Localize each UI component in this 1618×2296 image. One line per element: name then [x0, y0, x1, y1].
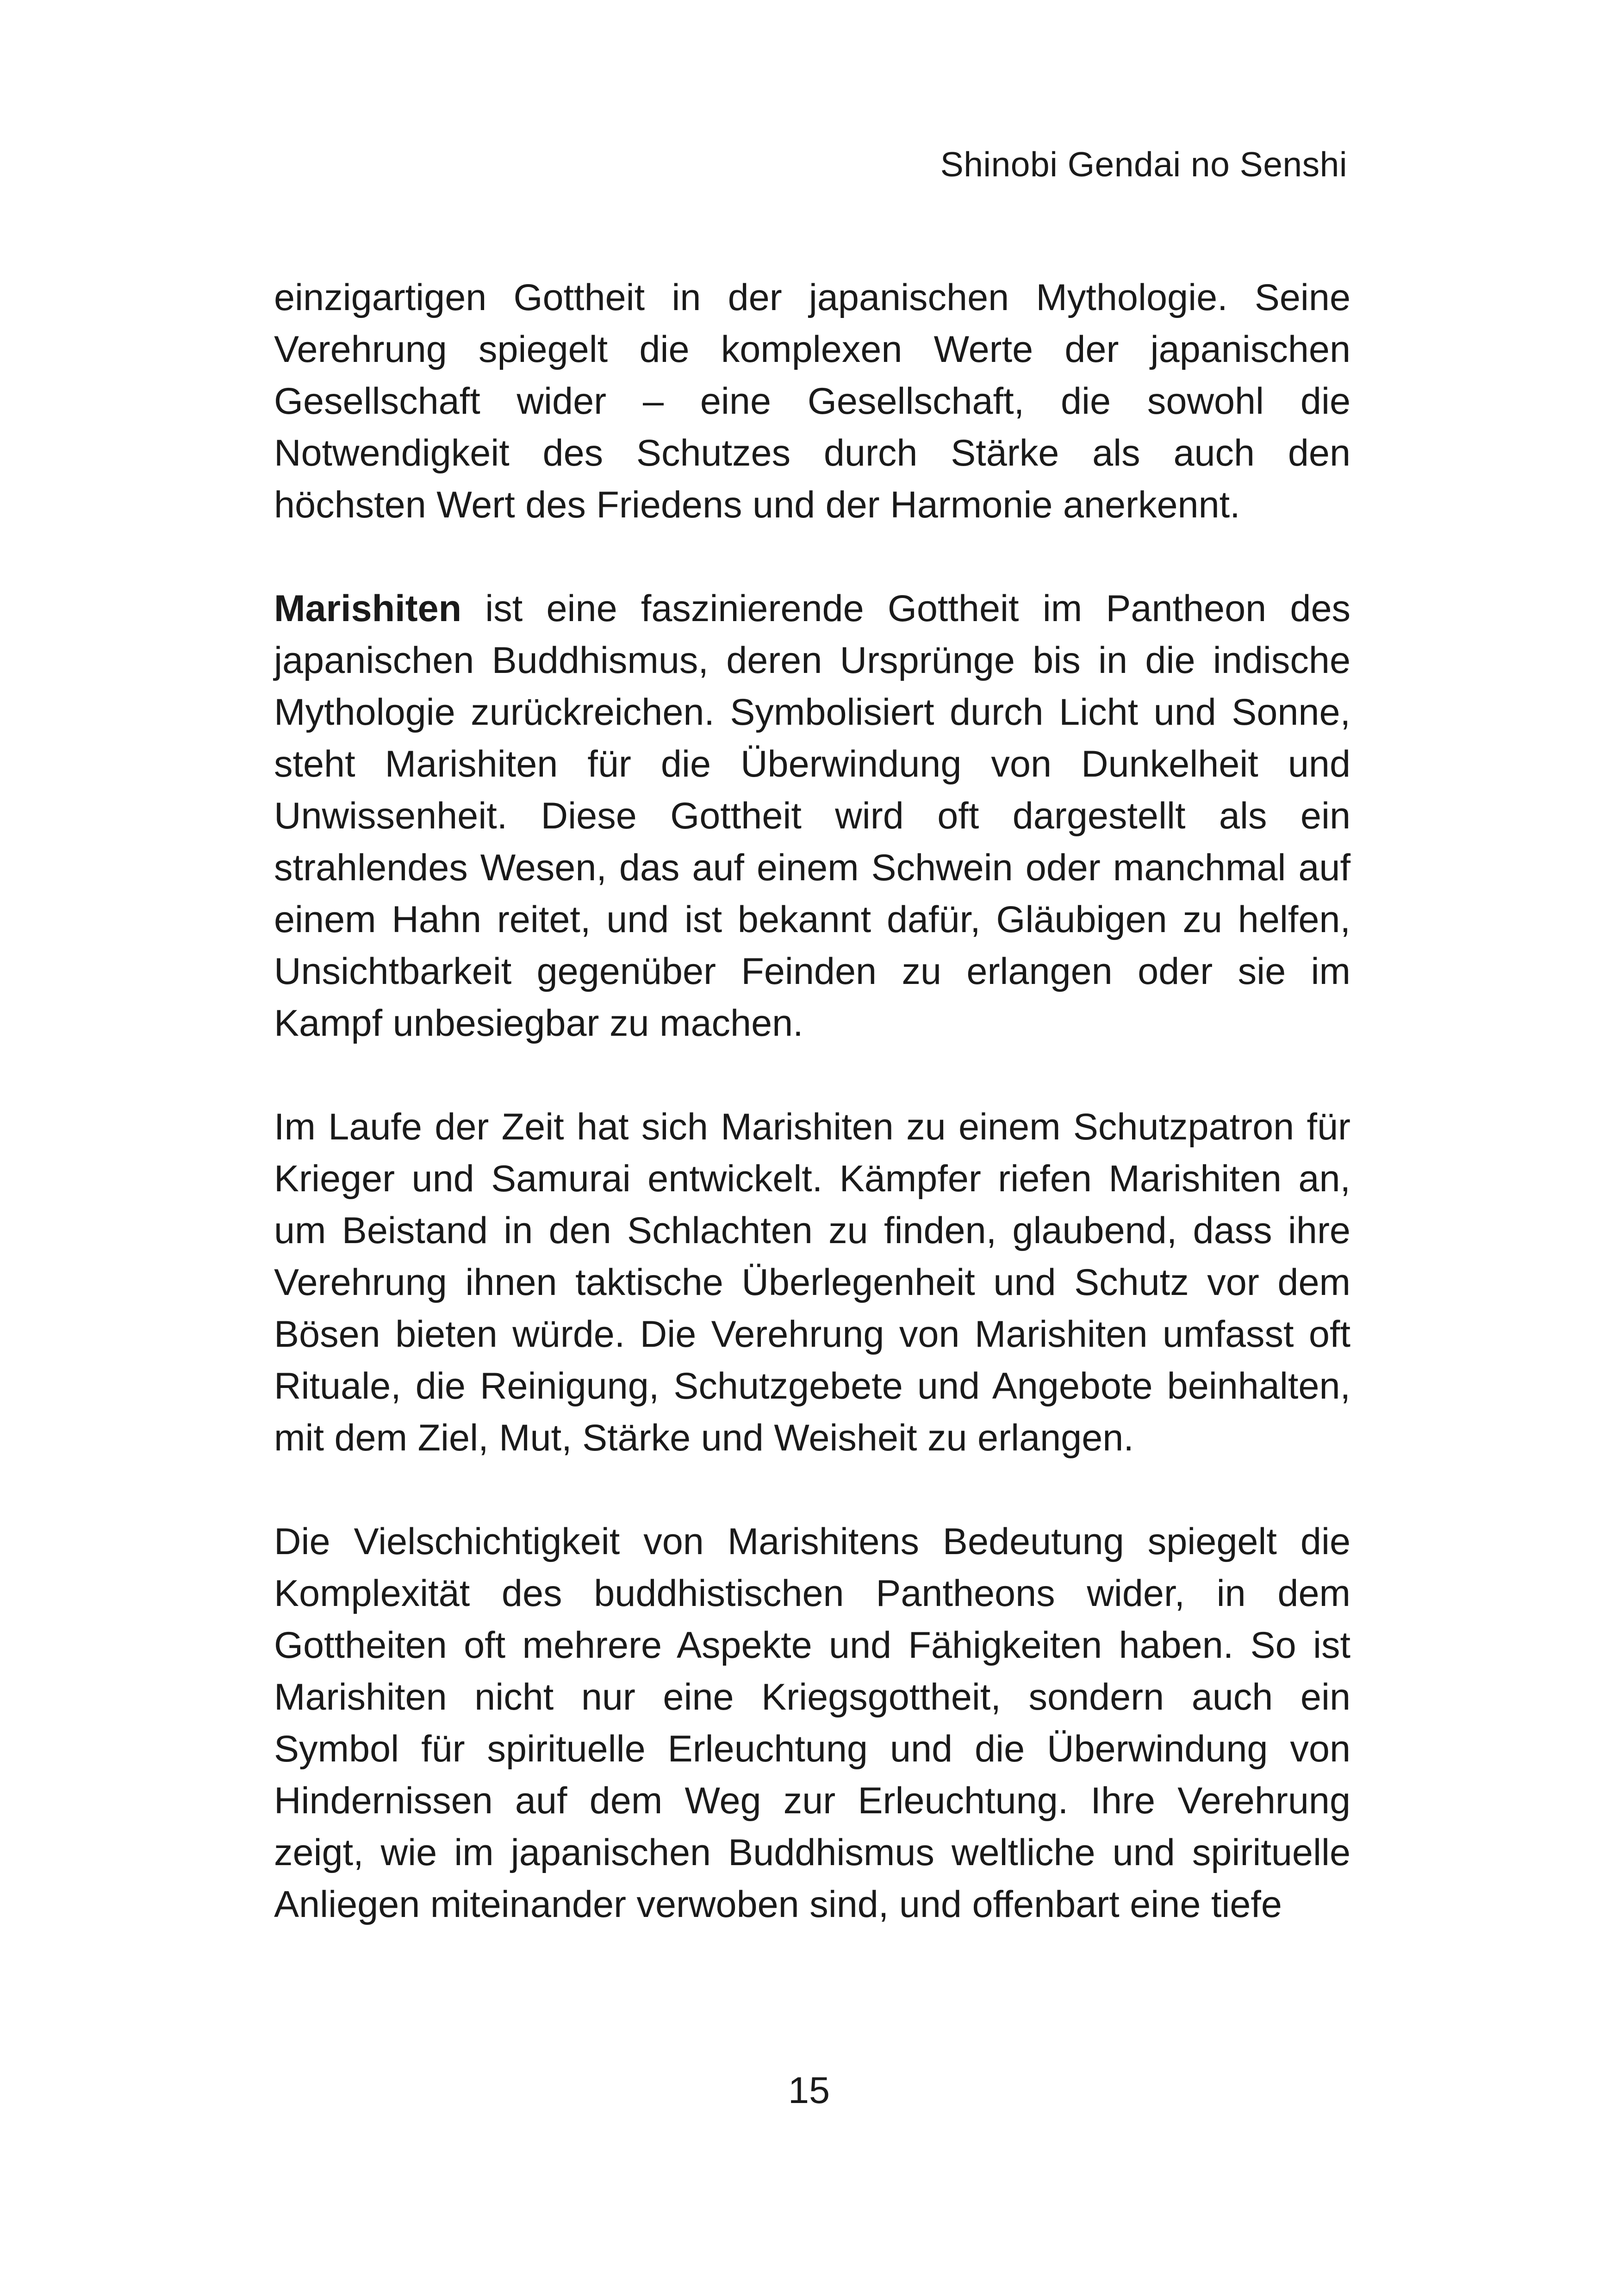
paragraph-3 — [274, 1101, 1350, 1464]
paragraph-2-lead-term: Marishiten — [274, 588, 462, 629]
paragraph-1 — [274, 272, 1350, 531]
paragraph-3-text: Im Laufe der Zeit hat sich Marishiten zu einem Schutzpatron für Krieger und Samurai entwickelt. Kämpfer riefen Marishiten an, um Beistand in den Schlachten zu finden, glaubend, dass ihre Verehrung ihnen taktische Überlegenheit und Schutz vor dem Bösen bieten würde. Die Verehrung von Marishiten umfasst oft Rituale, die Reinigung, Schutzgebete und Angebote beinhalten, mit dem Ziel, Mut, Stärke und Weisheit zu erlangen. — [274, 1106, 1350, 1459]
paragraph-2 — [274, 583, 1350, 1049]
running-header-title: Shinobi Gendai no Senshi — [940, 145, 1347, 184]
paragraph-2-text: ist eine faszinierende Gottheit im Pantheon des japanischen Buddhismus, deren Ursprünge bis in die indische Mythologie zurückreichen. Symbolisiert durch Licht und Sonne, steht Marishiten für die Überwindung von Dunkelheit und Unwissenheit. Diese Gottheit wird oft dargestellt als ein strahlendes Wesen, das auf einem Schwein oder manchmal auf einem Hahn reitet, und ist bekannt dafür, Gläubigen zu helfen, Unsichtbarkeit gegenüber Feinden zu erlangen oder sie im Kampf unbesiegbar zu machen. — [274, 588, 1350, 1044]
paragraph-4-text: Die Vielschichtigkeit von Marishitens Bedeutung spiegelt die Komplexität des buddhistischen Pantheons wider, in dem Gottheiten oft mehrere Aspekte und Fähigkeiten haben. So ist Marishiten nicht nur eine Kriegsgottheit, sondern auch ein Symbol für spirituelle Erleuchtung und die Überwindung von Hindernissen auf dem Weg zur Erleuchtung. Ihre Verehrung zeigt, wie im japanischen Buddhismus weltliche und spirituelle Anliegen miteinander verwoben sind, und offenbart eine tiefe — [274, 1521, 1350, 1925]
paragraph-1-text: einzigartigen Gottheit in der japanischen Mythologie. Seine Verehrung spiegelt die komplexen Werte der japanischen Gesellschaft wider – eine Gesellschaft, die sowohl die Notwendigkeit des Schutzes durch Stärke als auch den höchsten Wert des Friedens und der Harmonie anerkennt. — [274, 277, 1350, 526]
page-number: 15 — [788, 2070, 830, 2111]
body-text — [274, 272, 1350, 1982]
paragraph-4 — [274, 1516, 1350, 1930]
